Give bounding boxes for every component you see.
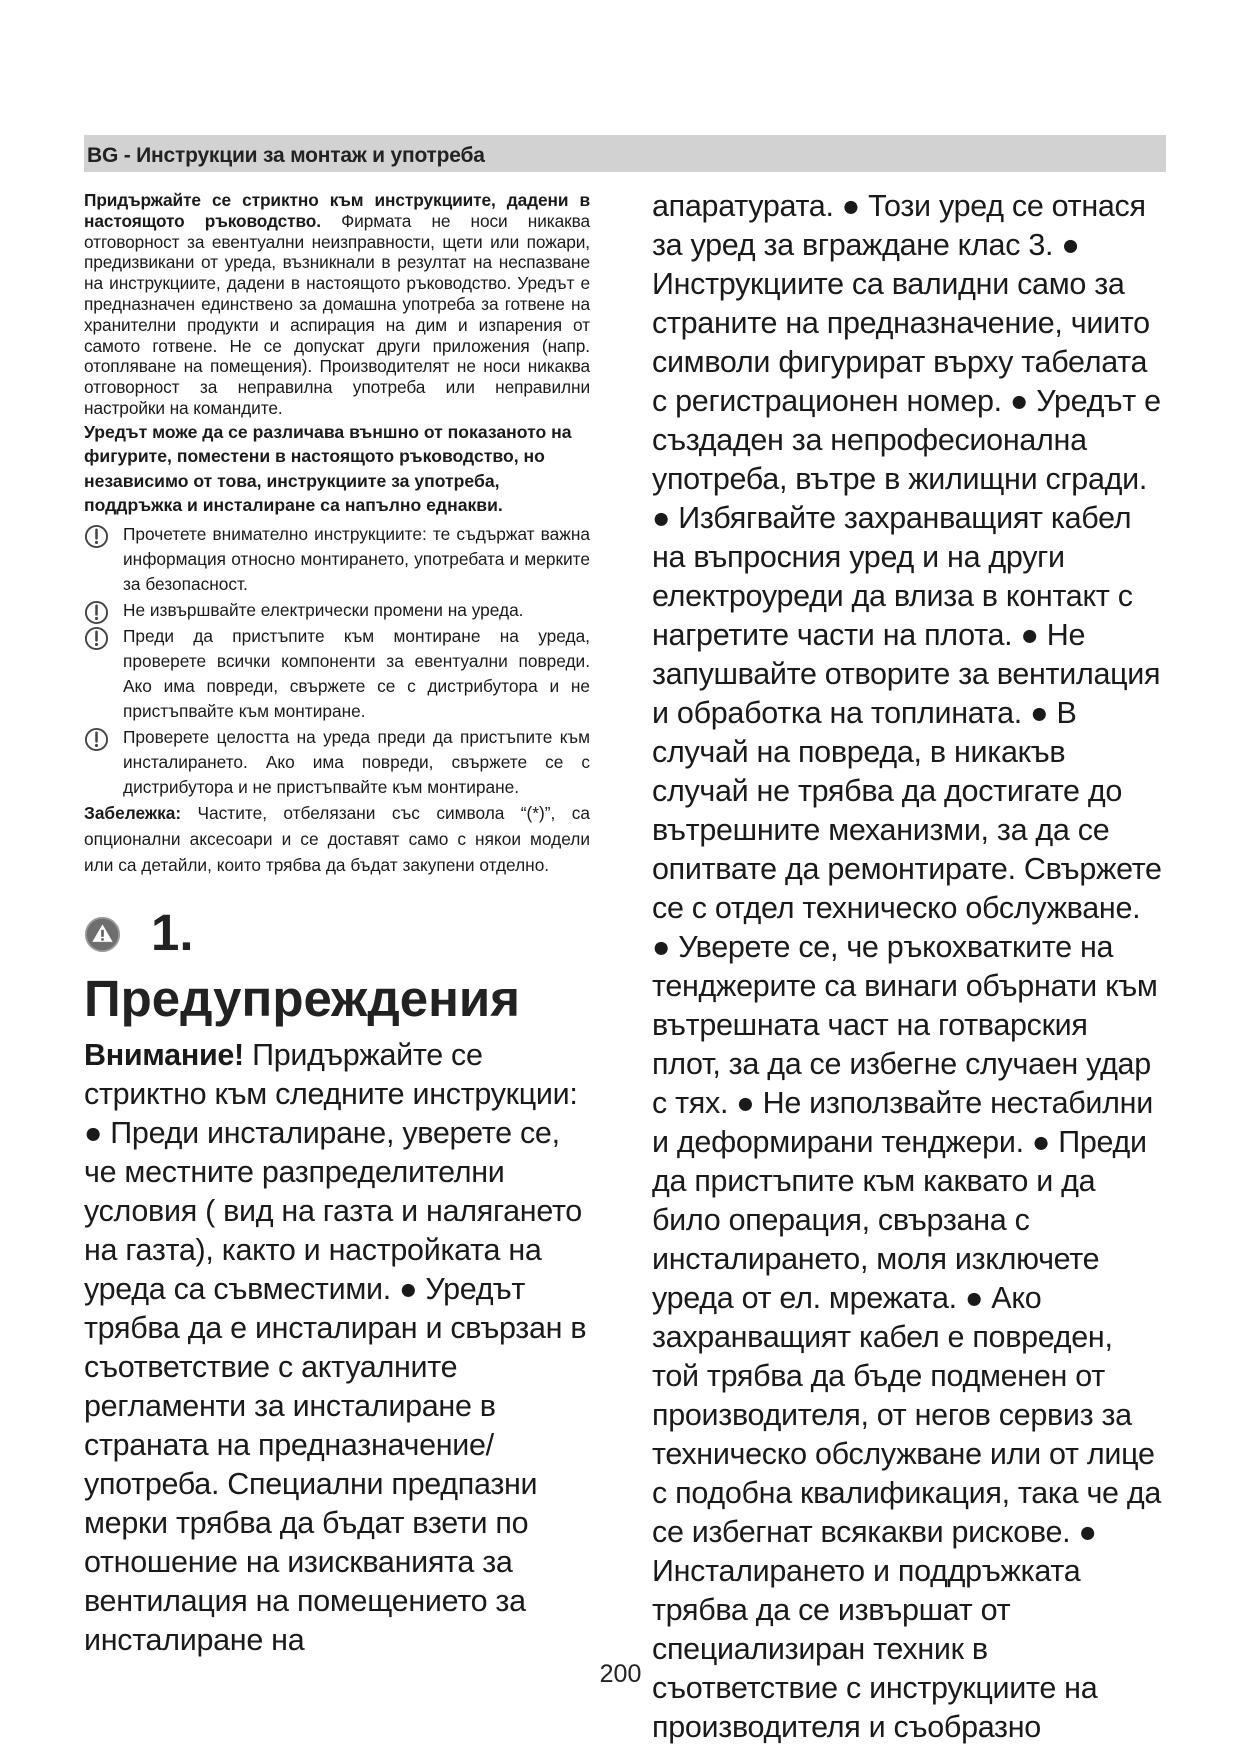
caution-text: Прочетете внимателно инструкциите: те съдържат важна информация относно монтирането, употребата и мерките за безопасност.: [123, 523, 590, 594]
remark-text: Частите, отбелязани със символа “(*)”, са опционални аксесоари и се доставят само с някои модели или са детайли, които трябва да бъдат закупени отделно.: [84, 802, 590, 875]
header-title: BG - Инструкции за монтаж и употреба: [87, 144, 485, 167]
caution-item: [84, 598, 590, 623]
right-body-text: апаратурата. ● Този уред се отнася за уред за вграждане клас 3. ● Инструкциите са валидни само за страните на предназначение, чиито символи фигурират върху табелата с регистрационен номер. ● Уредът е създаден за непрофесионална употреба, вътре в жилищни сгради. ● Избягвайте захранващият кабел на въпросния уред и на други електроуреди да влиза в контакт с нагретите части на плота. ● Не запушвайте отворите за вентилация и обработка на топлината. ● В случай на повреда, в никакъв случай не трябва да достигате до вътрешните механизми, за да се опитвате да ремонтирате. Свържете се с отдел техническо обслужване. ● Уверете се, че ръкохватките на тенджерите са винаги обърнати към вътрешната част на готварския плот, за да се избегне случаен удар с тях. ● Не използвайте нестабилни и деформирани тенджери. ● Преди да пристъпите към каквато и да било операция, свързана с инсталирането, моля изключете уреда от ел. мрежата. ● Ако захранващият кабел е повреден, той трябва да бъде подменен от производителя, от негов сервиз за техническо обслужване или от лице с подобна квалификация, така че да се избегнат всякакви рискове. ● Инсталирането и поддръжката трябва да се извършат от специализиран техник в съответствие с инструкциите на производителя и съобразно: [652, 189, 1162, 1744]
page-number: 200: [599, 1660, 642, 1688]
caution-icon: [84, 524, 109, 549]
appearance-note: Уредът може да се различава външно от показаното на фигурите, поместени в настоящото ръководство, но независимо от това, инструкциите за употреба, поддръжка и инсталиране са напълно еднакви.: [84, 421, 572, 516]
intro-paragraph: [84, 190, 590, 419]
caution-item: [84, 522, 590, 597]
remark-label: Забележка:: [84, 802, 182, 823]
left-column: [84, 190, 590, 1660]
section-heading: [84, 900, 590, 1032]
caution-icon: [84, 600, 109, 625]
caution-icon: [84, 626, 109, 651]
caution-text: Преди да пристъпите към монтиране на уреда, проверете всички компоненти за евентуални повреди. Ако има повреди, свържете се с дистрибутора и не пристъпвайте към монтиране.: [123, 625, 590, 721]
remark-paragraph: [84, 800, 590, 878]
page-header: [84, 135, 1166, 172]
left-body-content: Придържайте се стриктно към следните инструкции: ● Преди инсталиране, уверете се, че местните разпределителни условия ( вид на газта и налягането на газта), както и настройката на уреда са съвместими. ● Уредът трябва да е инсталиран и свързан в съответствие с актуалните регламенти за инсталиране в страната на предназначение/употреба. Специални предпазни мерки трябва да бъдат взети по отношение на изискванията за вентилация на помещението за инсталиране на: [84, 1037, 587, 1657]
right-column: [652, 187, 1164, 1747]
caution-icon: [84, 727, 109, 752]
section-number: 1.: [151, 903, 194, 961]
left-body-text: [84, 1036, 590, 1660]
intro-bold-lead: Придържайте се стриктно към инструкциите, дадени в настоящото ръководство.: [84, 190, 590, 231]
caution-text: Проверете целостта на уреда преди да пристъпите към инсталирането. Ако има повреди, свържете се с дистрибутора и не пристъпвайте към монтиране.: [123, 726, 590, 797]
caution-list: [84, 522, 590, 800]
attention-lead: Внимание!: [84, 1037, 244, 1072]
intro-text: Фирмата не носи никаква отговорност за евентуални неизправности, щети или пожари, предизвикани от уреда, възникнали в резултат на неспазване на инструкциите, дадени в настоящото ръководство. Уредът е предназначен единствено за домашна употреба за готвене на хранителни продукти и аспирация на дим и изпарения от самото готвене. Не се допускат други приложения (напр. отопляване на помещения). Производителят не носи никаква отговорност за неправилна употреба или неправилни настройки на командите.: [84, 210, 590, 418]
caution-item: [84, 725, 590, 800]
caution-item: [84, 624, 590, 724]
caution-text: Не извършвайте електрически промени на уреда.: [123, 599, 524, 620]
warning-triangle-icon: [84, 916, 121, 953]
section-title: Предупреждения: [84, 969, 520, 1027]
